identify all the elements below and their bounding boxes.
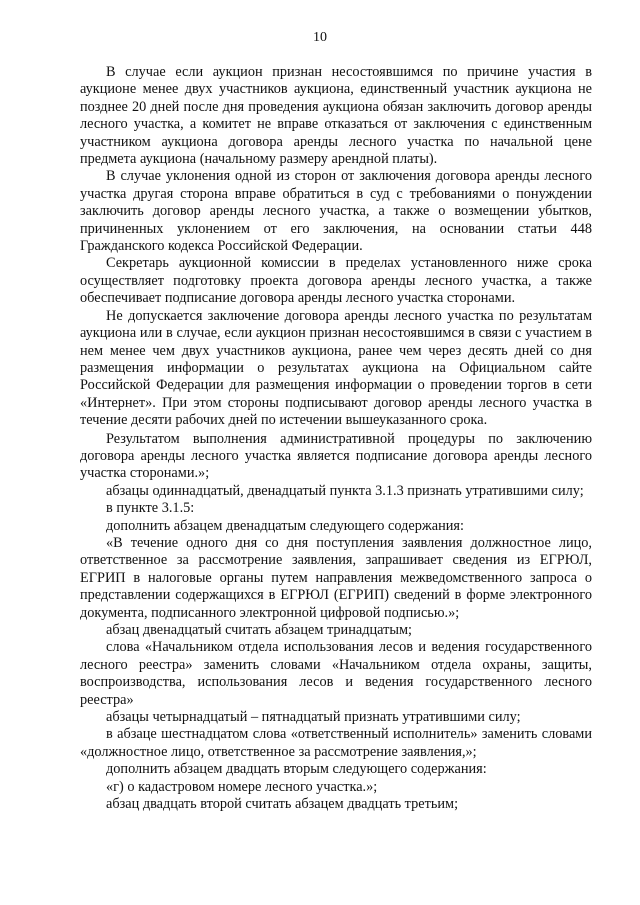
paragraph-procedure-result: Результатом выполнения административной процедуры по заключению договора аренды лесного участка является подписание договора аренды лесного участка сторонами.»; bbox=[80, 430, 592, 482]
document-body bbox=[80, 64, 592, 813]
paragraph-add-twenty-second: дополнить абзацем двадцать вторым следующего содержания: bbox=[106, 761, 487, 778]
page-number: 10 bbox=[313, 30, 327, 45]
paragraph-egrul-request: «В течение одного дня со дня поступления заявления должностное лицо, ответственное за рассмотрение заявления, запрашивает сведения из ЕГРЮЛ, ЕГРИП в налоговые органы путем направления межведомственного запроса о представлении содержащихся в ЕГРЮЛ (ЕГРИП) сведений в форме электронного документа, подписанного электронной цифровой подписью.»; bbox=[80, 534, 592, 621]
paragraph-item-3-1-5: в пункте 3.1.5: bbox=[106, 500, 195, 517]
paragraph-sixteenth-replace: в абзаце шестнадцатом слова «ответственный исполнитель» заменить словами «должностное лицо, ответственное за рассмотрение заявления,»; bbox=[80, 726, 592, 760]
paragraph-evasion-lawsuit: В случае уклонения одной из сторон от заключения договора аренды лесного участка другая сторона вправе обратиться в суд с требованиями о понуждении заключить договор аренды лесного участка, а также о возмещении убытков, причиненных уклонением от его заключения, на основании статьи 448 Гражданского кодекса Российской Федерации. bbox=[80, 168, 592, 255]
paragraph-renumber-twelfth: абзац двенадцатый считать абзацем тринадцатым; bbox=[106, 622, 412, 638]
paragraph-renumber-twenty-second: абзац двадцать второй считать абзацем двадцать третьим; bbox=[106, 796, 459, 813]
paragraph-fourteenth-fifteenth: абзацы четырнадцатый – пятнадцатый признать утратившими силу; bbox=[106, 709, 521, 726]
paragraph-item-3-1-3: абзацы одиннадцатый, двенадцатый пункта 3.1.3 признать утратившими силу; bbox=[106, 482, 584, 499]
paragraph-secretary-duties: Секретарь аукционной комиссии в пределах установленного ниже срока осуществляет подготовку проекта договора аренды лесного участка, а также обеспечивает подписание договора аренды лесного участка сторонами. bbox=[80, 255, 592, 307]
paragraph-add-twelfth: дополнить абзацем двенадцатым следующего содержания: bbox=[106, 517, 464, 534]
paragraph-cadastral-number: «г) о кадастровом номере лесного участка.»; bbox=[106, 778, 378, 795]
paragraph-replace-head-title: слова «Начальником отдела использования лесов и ведения государственного лесного реестра» заменить словами «Начальником отдела охраны, защиты, воспроизводства, использования лесов и ведения государственного лесного реестра» bbox=[80, 639, 592, 708]
paragraph-auction-single-participant: В случае если аукцион признан несостоявшимся по причине участия в аукционе менее двух участников аукциона, единственный участник аукциона не позднее 20 дней после дня проведения аукциона обязан заключить договор аренды лесного участка, а комитет не вправе отказаться от заключения с единственным участником аукциона договора аренды лесного участка по начальной цене предмета аукциона (начальному размеру арендной платы). bbox=[80, 64, 592, 168]
paragraph-contract-timing: Не допускается заключение договора аренды лесного участка по результатам аукциона или в случае, если аукцион признан несостоявшимся в связи с участием в нем менее чем двух участников аукциона, ранее чем через десять дней со дня размещения информации о результатах аукциона на Официальном сайте Российской Федерации для размещения информации о проведении торгов в сети «Интернет». При этом стороны подписывают договор аренды лесного участка в течение десяти рабочих дней по истечении вышеуказанного срока. bbox=[80, 307, 592, 429]
